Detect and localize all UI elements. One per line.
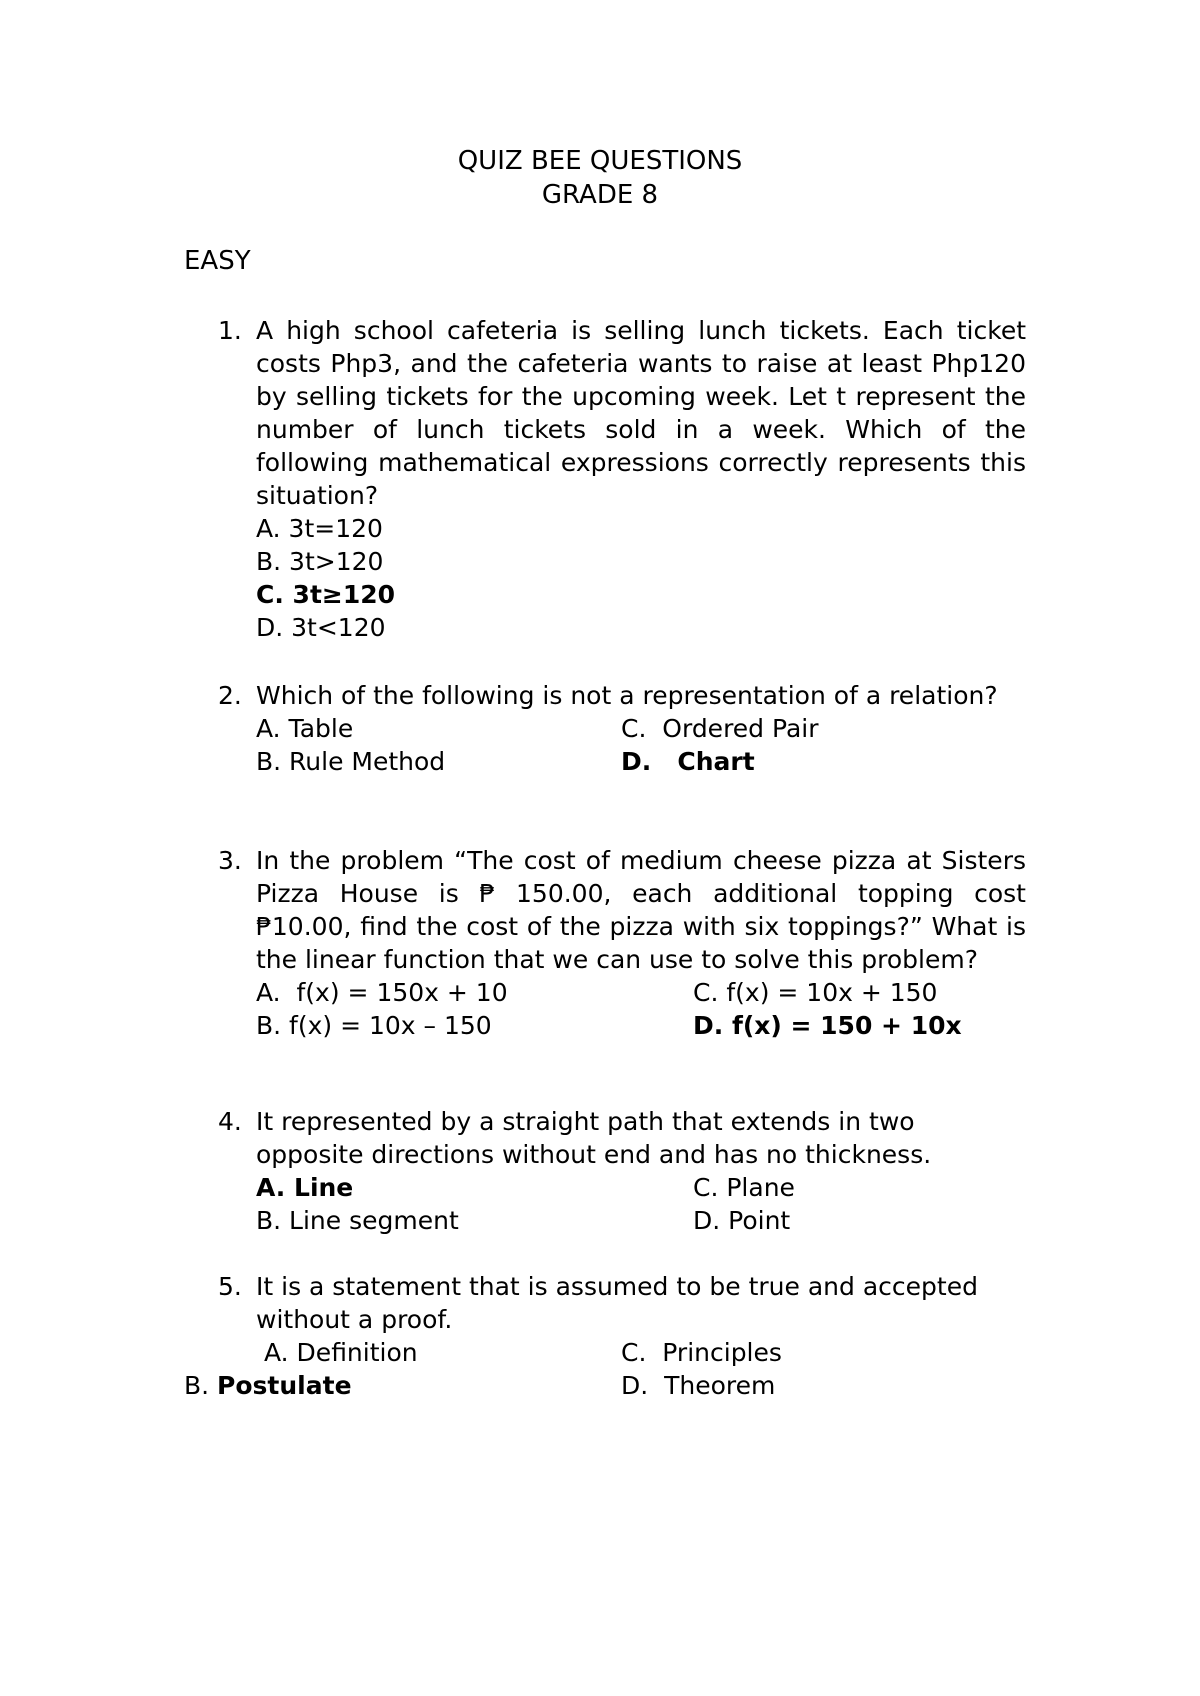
option-row — [256, 1009, 1026, 1042]
option-row — [256, 1204, 1026, 1237]
question-4 — [218, 1105, 1026, 1237]
grade-heading: GRADE 8 — [541, 180, 659, 210]
option-row — [256, 1171, 1026, 1204]
question-text: It represented by a straight path that extends in two opposite directions without end and has no thickness. — [256, 1107, 932, 1169]
question-5 — [218, 1270, 1026, 1369]
option-row — [256, 745, 1026, 778]
option-d: D. 3t<120 — [256, 613, 386, 642]
document-title: QUIZ BEE QUESTIONS — [457, 146, 743, 176]
option-a-answer: A. Line — [256, 1173, 354, 1202]
option-d: D. Point — [693, 1206, 791, 1235]
question-text: Which of the following is not a representation of a relation? — [256, 681, 998, 710]
option-row — [256, 1336, 1026, 1369]
question-number: 5. — [218, 1272, 242, 1301]
option-b: B. Line segment — [256, 1206, 459, 1235]
option-c: C. Ordered Pair — [621, 714, 819, 743]
question-number: 1. — [218, 316, 242, 345]
option-row — [256, 976, 1026, 1009]
question-number: 3. — [218, 846, 242, 875]
question-number: 4. — [218, 1107, 242, 1136]
question-number: 2. — [218, 681, 242, 710]
question-3 — [218, 844, 1026, 1042]
option-c: C. Plane — [693, 1173, 795, 1202]
option-a: A. Table — [256, 714, 354, 743]
option-c: C. f(x) = 10x + 150 — [693, 978, 938, 1007]
option-c: C. Principles — [621, 1338, 782, 1367]
option-b: B. Rule Method — [256, 747, 446, 776]
option-b: B. f(x) = 10x – 150 — [256, 1011, 492, 1040]
option-d: D. Theorem — [621, 1371, 776, 1400]
difficulty-level: EASY — [184, 246, 251, 276]
question-text: In the problem “The cost of medium cheese pizza at Sisters Pizza House is ₱ 150.00, each additional topping cost ₱10.00, find the cost of the pizza with six toppings?” What is the linear function that we can use to solve this problem? — [256, 846, 1026, 974]
option-a: A. f(x) = 150x + 10 — [256, 978, 508, 1007]
question-2 — [218, 679, 1026, 778]
question-text: A high school cafeteria is selling lunch tickets. Each ticket costs Php3, and the cafeteria wants to raise at least Php120 by selling tickets for the upcoming week. Let t represent the number of lunch tickets sold in a week. Which of the following mathematical expressions correctly represents this situation? — [256, 316, 1026, 510]
option-b-letter: B. — [184, 1371, 218, 1400]
option-row — [256, 712, 1026, 745]
option-d-answer: D. Chart — [621, 747, 755, 776]
option-b-text: Postulate — [217, 1371, 352, 1400]
question-1 — [218, 314, 1026, 644]
question-text: It is a statement that is assumed to be true and accepted without a proof. — [256, 1272, 978, 1334]
option-d-answer: D. f(x) = 150 + 10x — [693, 1011, 962, 1040]
option-b-answer — [184, 1369, 352, 1402]
option-c-answer: C. 3t≥120 — [256, 580, 396, 609]
option-b: B. 3t>120 — [256, 547, 384, 576]
option-a: A. Definition — [264, 1338, 418, 1367]
option-a: A. 3t=120 — [256, 514, 383, 543]
